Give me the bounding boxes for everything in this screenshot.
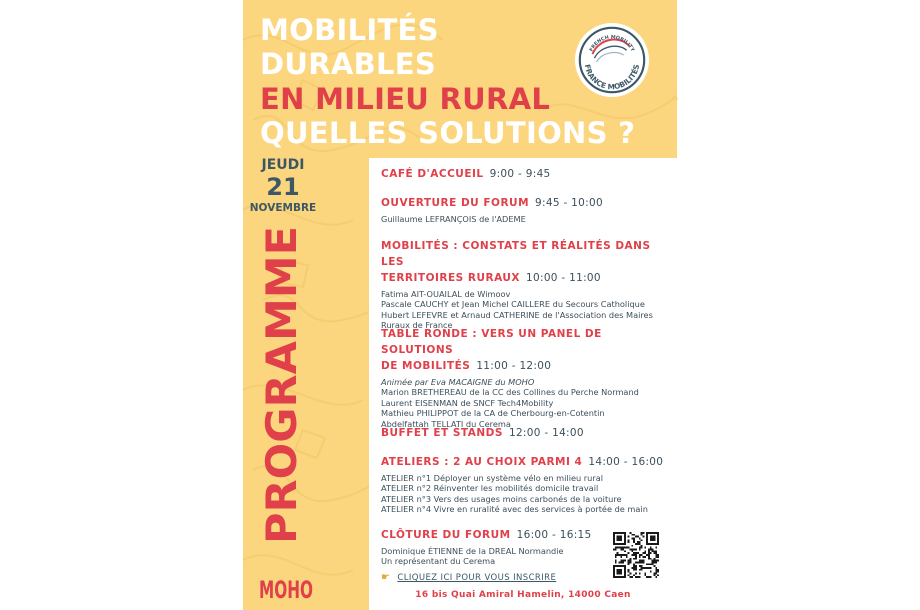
program-item-cafe	[381, 166, 673, 182]
program-line: ATELIER n°3 Vers des usages moins carbonés de la voiture	[381, 493, 622, 504]
program-line: ATELIER n°2 Réinventer les mobilités domicile travail	[381, 483, 599, 494]
program-line: ATELIER n°1 Déployer un système vélo en milieu rural	[381, 473, 604, 483]
date-number: 21	[266, 173, 300, 201]
event-date	[243, 157, 323, 216]
poster	[243, 0, 677, 610]
program-line: Ruraux de France	[381, 320, 453, 331]
signup-link[interactable]	[381, 572, 556, 583]
program-item-table-ronde	[381, 326, 673, 429]
program-line: Hubert LEFEVRE et Arnaud CATHERINE de l'Association des Maires	[381, 309, 653, 320]
date-day: JEUDI	[261, 157, 305, 173]
event-address: 16 bis Quai Amiral Hamelin, 14000 Caen	[415, 590, 631, 600]
program-line: Mathieu PHILIPPOT de la CA de Cherbourg-en-Cotentin	[381, 408, 605, 419]
program-line: Fatima AIT-OUAILAL de Wimoov	[381, 289, 511, 299]
qr-code[interactable]	[613, 532, 659, 578]
programme-text: PROGRAMME	[257, 233, 306, 544]
france-mobilites-logo	[573, 21, 651, 99]
program-line: Un représentant du Cerema	[381, 556, 496, 567]
program-title: BUFFET ET STANDS	[381, 427, 503, 439]
program-item-ateliers	[381, 454, 673, 515]
moho-text: MOHO	[259, 576, 313, 604]
program-title: CLÔTURE DU FORUM	[381, 529, 511, 541]
program-line: Pascale CAUCHY et Jean Michel CAILLERE du Secours Catholique	[381, 299, 645, 310]
program-time: 14:00 - 16:00	[588, 456, 664, 468]
program-line: Abdelfattah TELLATI du Cerema	[381, 418, 511, 429]
program-item-ouverture	[381, 195, 673, 224]
program-line: Laurent EISENMAN de SNCF Tech4Mobility	[381, 397, 554, 408]
program-time: 9:45 - 10:00	[535, 197, 603, 209]
program-title: CAFÉ D'ACCUEIL	[381, 168, 484, 180]
program-moderator: Animée par Eva MACAIGNE du MOHO	[381, 377, 535, 387]
program-line: Guillaume LEFRANÇOIS de l'ADEME	[381, 214, 526, 224]
program-title: TABLE RONDE : VERS UN PANEL DE SOLUTIONS	[381, 328, 602, 356]
logo-top-text: FRENCH MOBILITY	[588, 34, 636, 53]
title-line-2: DURABLES	[260, 47, 437, 81]
date-month: NOVEMBRE	[249, 202, 317, 214]
program-title: TERRITOIRES RURAUX	[381, 272, 521, 284]
program-title: MOBILITÉS : CONSTATS ET RÉALITÉS DANS LES	[381, 240, 651, 268]
program-title: OUVERTURE DU FORUM	[381, 197, 530, 209]
program-time: 12:00 - 14:00	[508, 427, 584, 439]
program-panel	[369, 158, 677, 610]
program-title: DE MOBILITÉS	[381, 360, 471, 372]
pointing-hand-icon: ☛	[381, 572, 391, 583]
title-line-3: EN MILIEU RURAL	[260, 82, 551, 116]
title-line-4: QUELLES SOLUTIONS ?	[260, 116, 636, 150]
title-line-1: MOBILITÉS	[260, 13, 439, 47]
program-time: 10:00 - 11:00	[526, 272, 601, 284]
program-line: ATELIER n°4 Vivre en ruralité avec des services à portée de main	[381, 504, 648, 515]
program-line: Marion BRETHEREAU de la CC des Collines du Perche Normand	[381, 387, 639, 398]
program-title: ATELIERS : 2 AU CHOIX PARMI 4	[381, 456, 583, 468]
program-item-buffet	[381, 425, 673, 441]
program-time: 16:00 - 16:15	[516, 529, 592, 541]
logo-bottom-text: FRANCE MOBILITÉS	[582, 63, 642, 92]
program-item-mobilites	[381, 238, 673, 331]
programme-vertical-label	[253, 222, 306, 547]
program-time: 9:00 - 9:45	[489, 168, 551, 180]
moho-logo	[257, 566, 315, 604]
signup-label[interactable]: CLIQUEZ ICI POUR VOUS INSCRIRE	[397, 573, 557, 583]
program-line: Dominique ÉTIENNE de la DREAL Normandie	[381, 546, 564, 556]
program-time: 11:00 - 12:00	[476, 360, 552, 372]
